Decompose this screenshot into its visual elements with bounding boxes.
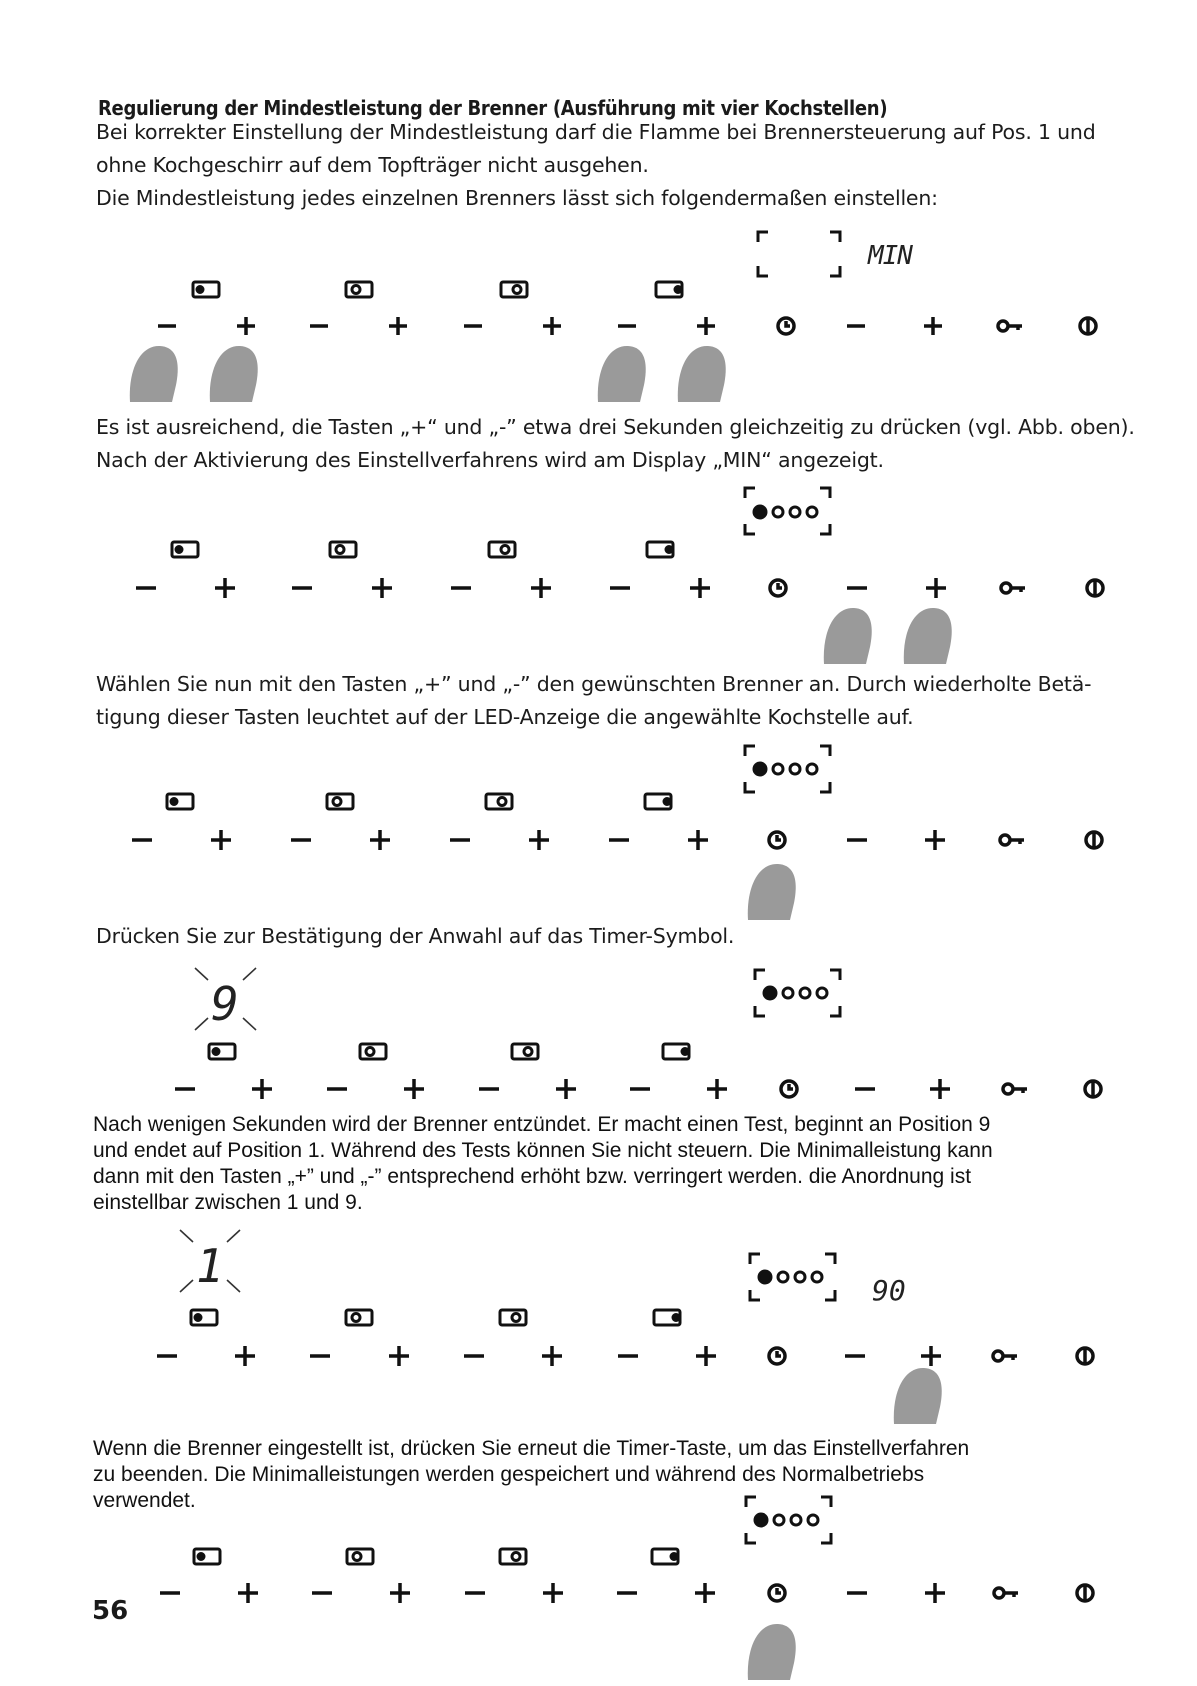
key-lock-icon — [1003, 1084, 1027, 1094]
control-keys-row — [158, 317, 1096, 335]
power-icon — [1077, 1348, 1093, 1364]
burner-icons-row — [172, 542, 673, 557]
finger-press-icon — [210, 346, 258, 402]
timer-icon — [769, 832, 785, 848]
control-panel-diagram-5 — [0, 1222, 1197, 1422]
burner-front-left-icon — [191, 1310, 217, 1325]
finger-press-icons — [748, 864, 796, 920]
key-lock-icon — [993, 1351, 1017, 1361]
power-level-digit: 1 — [196, 1239, 224, 1293]
finger-press-icon — [894, 1368, 942, 1424]
step4-line-4: einstellbar zwischen 1 und 9. — [93, 1191, 363, 1214]
finger-press-icon — [748, 1624, 796, 1680]
burner-rear-left-icon — [347, 1549, 373, 1564]
burner-rear-left-icon — [360, 1044, 386, 1059]
finger-press-icons — [130, 346, 726, 402]
burner-front-left-icon — [172, 542, 198, 557]
key-lock-icon — [994, 1588, 1018, 1598]
step1-paragraph — [96, 411, 1136, 477]
timer-icon — [769, 1348, 785, 1364]
intro-line-2: ohne Kochgeschirr auf dem Topfträger nicht ausgehen. — [96, 153, 649, 177]
burner-rear-left-icon — [346, 282, 372, 297]
power-icon — [1087, 580, 1103, 596]
control-keys-row — [136, 578, 1103, 598]
control-panel-diagram-6 — [0, 1492, 1197, 1682]
timer-icon — [769, 1585, 785, 1601]
burner-rear-left-icon — [346, 1310, 372, 1325]
control-panel-diagram-2 — [0, 480, 1197, 660]
burner-rear-left-icon — [327, 794, 353, 809]
burner-front-right-icon — [656, 282, 682, 297]
step4-line-2: und endet auf Position 1. Während des Tests können Sie nicht steuern. Die Minimalleistung kann — [93, 1139, 993, 1162]
burner-front-left-icon — [167, 794, 193, 809]
control-panel-figure-1 — [0, 220, 1197, 400]
step5-line-2: zu beenden. Die Minimalleistungen werden gespeichert und während des Normalbetriebs — [93, 1463, 925, 1486]
burner-front-right-icon — [645, 794, 671, 809]
step2-line-1: Wählen Sie nun mit den Tasten „+” und „-” den gewünschten Brenner an. Durch wiederholte Betä- — [96, 672, 1092, 696]
burner-rear-right-icon — [489, 542, 515, 557]
burner-rear-right-icon — [500, 1310, 526, 1325]
key-lock-icon — [1001, 583, 1025, 593]
step3-line-1: Drücken Sie zur Bestätigung der Anwahl auf das Timer-Symbol. — [96, 924, 735, 948]
power-icon — [1086, 832, 1102, 848]
finger-press-icon — [904, 608, 952, 664]
display-frame — [758, 232, 840, 276]
burner-rear-right-icon — [501, 282, 527, 297]
burner-icons-row — [193, 282, 682, 297]
key-lock-icon — [1000, 835, 1024, 845]
key-lock-icon — [998, 321, 1022, 331]
burner-rear-left-icon — [330, 542, 356, 557]
control-panel-diagram-3 — [0, 738, 1197, 918]
control-panel-figure-5 — [0, 1222, 1197, 1422]
control-keys-row — [175, 1079, 1101, 1099]
led-indicator-icon — [745, 746, 830, 792]
control-keys-row — [132, 830, 1102, 850]
page-title: Regulierung der Mindestleistung der Brenner (Ausführung mit vier Kochstellen) — [98, 96, 888, 120]
step3-paragraph — [96, 920, 1136, 953]
step4-paragraph — [93, 1112, 1143, 1216]
step5-line-3: verwendet. — [93, 1489, 196, 1512]
step2-line-2: tigung dieser Tasten leuchtet auf der LED-Anzeige die angewählte Kochstelle auf. — [96, 705, 914, 729]
burner-front-left-icon — [194, 1549, 220, 1564]
step1-line-2: Nach der Aktivierung des Einstellverfahrens wird am Display „MIN“ angezeigt. — [96, 448, 884, 472]
burner-rear-right-icon — [500, 1549, 526, 1564]
step1-line-1: Es ist ausreichend, die Tasten „+“ und „-” etwa drei Sekunden gleichzeitig zu drücken (vgl. Abb. oben). — [96, 415, 1135, 439]
control-panel-figure-6 — [0, 1492, 1197, 1682]
finger-press-icons — [748, 1624, 796, 1680]
timer-icon — [778, 318, 794, 334]
finger-press-icon — [678, 346, 726, 402]
control-panel-figure-4 — [0, 960, 1197, 1110]
burner-icons-row — [194, 1549, 678, 1564]
intro-line-3: Die Mindestleistung jedes einzelnen Brenners lässt sich folgendermaßen einstellen: — [96, 186, 938, 210]
burner-front-right-icon — [663, 1044, 689, 1059]
step2-paragraph — [96, 668, 1136, 734]
led-indicator-icon — [745, 488, 830, 534]
intro-paragraph — [96, 116, 1136, 215]
led-indicator-icon — [746, 1497, 831, 1543]
step5-line-1: Wenn die Brenner eingestellt ist, drücken Sie erneut die Timer-Taste, um das Einstellverfahren — [93, 1437, 970, 1460]
led-indicator-icon — [750, 1254, 835, 1300]
value-display: 90 — [872, 1274, 906, 1307]
burner-front-right-icon — [654, 1310, 680, 1325]
burner-front-right-icon — [647, 542, 673, 557]
burner-icons-row — [167, 794, 671, 809]
finger-press-icon — [598, 346, 646, 402]
step4-line-3: dann mit den Tasten „+” und „-” entsprechend erhöht bzw. verringert werden. die Anordnung ist — [93, 1165, 972, 1188]
timer-icon — [781, 1081, 797, 1097]
control-panel-diagram-4 — [0, 960, 1197, 1110]
burner-front-left-icon — [193, 282, 219, 297]
control-panel-figure-3 — [0, 738, 1197, 918]
finger-press-icon — [748, 864, 796, 920]
finger-press-icon — [824, 608, 872, 664]
burner-icons-row — [191, 1310, 680, 1325]
power-level-digit: 9 — [211, 977, 239, 1031]
control-panel-diagram-1 — [0, 220, 1197, 400]
power-icon — [1080, 318, 1096, 334]
control-panel-figure-2 — [0, 480, 1197, 660]
control-keys-row — [160, 1583, 1093, 1603]
burner-rear-right-icon — [512, 1044, 538, 1059]
finger-press-icons — [894, 1368, 942, 1424]
power-icon — [1077, 1585, 1093, 1601]
finger-press-icon — [130, 346, 178, 402]
timer-icon — [770, 580, 786, 596]
finger-press-icons — [824, 608, 952, 664]
power-icon — [1085, 1081, 1101, 1097]
intro-line-1: Bei korrekter Einstellung der Mindestleistung darf die Flamme bei Brennersteuerung auf Pos. 1 und — [96, 120, 1096, 144]
burner-front-right-icon — [652, 1549, 678, 1564]
step4-line-1: Nach wenigen Sekunden wird der Brenner entzündet. Er macht einen Test, beginnt an Position 9 — [93, 1113, 991, 1136]
burner-icons-row — [209, 1044, 689, 1059]
page-number: 56 — [92, 1596, 129, 1626]
led-indicator-icon — [755, 970, 840, 1016]
min-display: MIN — [868, 241, 912, 271]
burner-front-left-icon — [209, 1044, 235, 1059]
burner-rear-right-icon — [486, 794, 512, 809]
control-keys-row — [157, 1346, 1093, 1366]
